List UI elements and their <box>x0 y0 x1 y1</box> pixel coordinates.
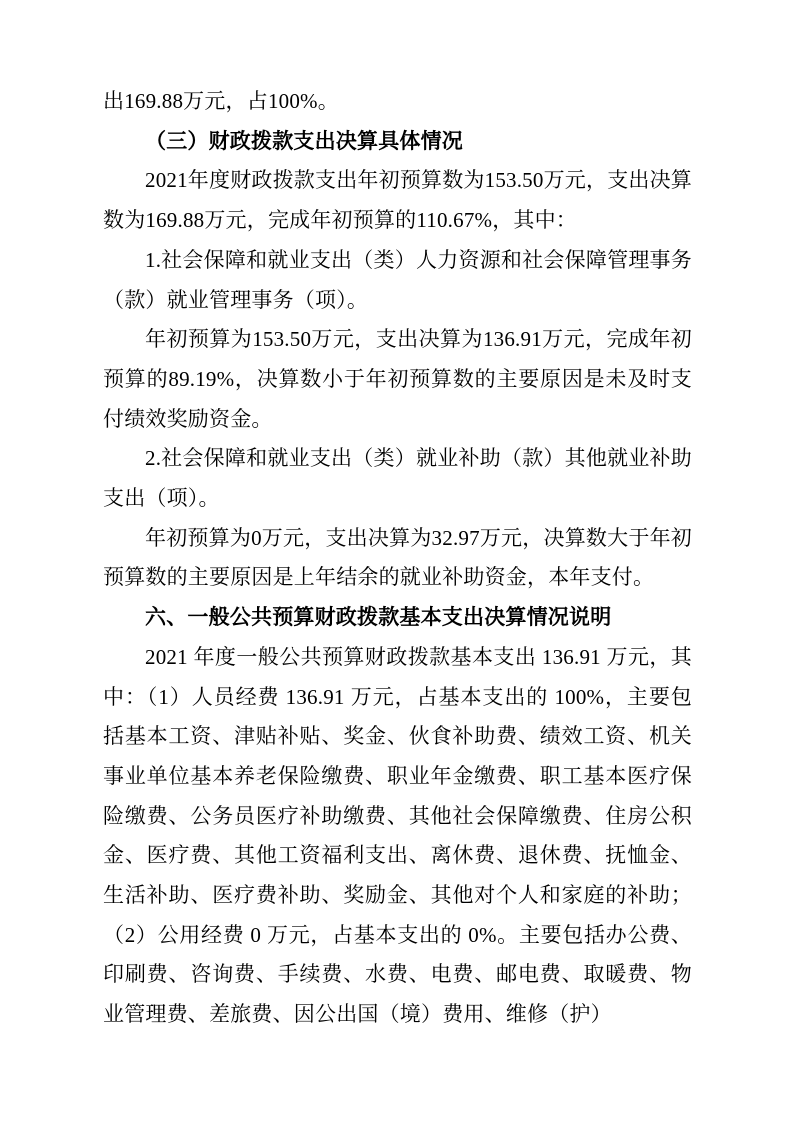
section-heading-3: （三）财政拨款支出决算具体情况 <box>145 128 463 153</box>
section-heading-6: 六、一般公共预算财政拨款基本支出决算情况说明 <box>145 606 612 630</box>
paragraph-continuation: 出169.88万元，占100%。 <box>103 89 339 113</box>
paragraph: 1.社会保障和就业支出（类）人力资源和社会保障管理事务（款）就业管理事务（项）。 <box>103 247 692 312</box>
paragraph: 年初预算为0万元，支出决算为32.97万元，决算数大于年初预算数的主要原因是上年结余的就业补助资金，本年支付。 <box>103 525 692 590</box>
document-content <box>103 82 692 1035</box>
paragraph: 2.社会保障和就业支出（类）就业补助（款）其他就业补助支出（项）。 <box>103 446 692 511</box>
paragraph: 年初预算为153.50万元，支出决算为136.91万元，完成年初预算的89.19%，决算数小于年初预算数的主要原因是未及时支付绩效奖励资金。 <box>103 327 692 431</box>
paragraph: 2021年度财政拨款支出年初预算数为153.50万元，支出决算数为169.88万元，完成年初预算的110.67%，其中： <box>103 168 692 233</box>
paragraph: 2021 年度一般公共预算财政拨款基本支出 136.91 万元，其中：（1）人员经费 136.91 万元，占基本支出的 100%，主要包括基本工资、津贴补贴、奖金、伙食补助费、绩效工资、机关事业单位基本养老保险缴费、职业年金缴费、职工基本医疗保险缴费、公务员医疗补助缴费、其他社会保障缴费、住房公积金、医疗费、其他工资福利支出、离休费、退休费、抚恤金、生活补助、医疗费补助、奖励金、其他对个人和家庭的补助；（2）公用经费 0 万元，占基本支出的 0%。主要包括办公费、印刷费、咨询费、手续费、水费、电费、邮电费、取暖费、物业管理费、差旅费、因公出国（境）费用、维修（护） <box>103 644 692 1027</box>
